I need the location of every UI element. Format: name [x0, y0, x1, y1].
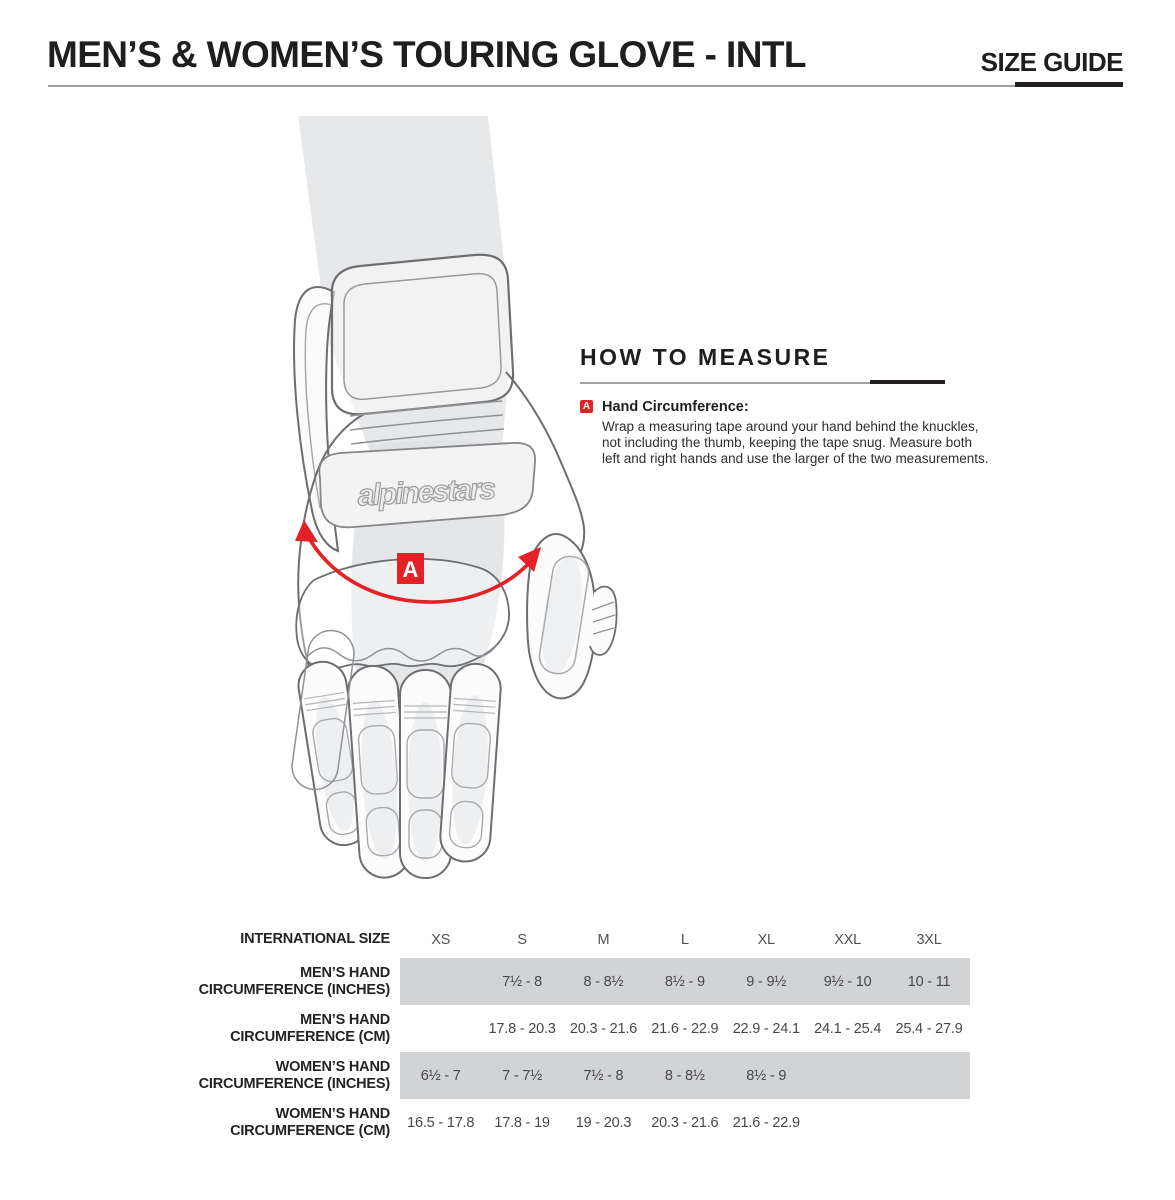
size-value: 25.4 - 27.9	[895, 1020, 963, 1037]
size-value	[400, 958, 481, 1005]
size-value: 21.6 - 22.9	[651, 1020, 719, 1037]
size-value: 20.3 - 21.6	[569, 1020, 638, 1037]
size-value: 17.8 - 20.3	[488, 1020, 556, 1037]
size-value: 6½ - 7	[400, 1052, 481, 1099]
table-row	[150, 1052, 970, 1099]
how-to-measure-heading: HOW TO MEASURE	[580, 344, 831, 370]
page-title: MEN’S & WOMEN’S TOURING GLOVE - INTL	[47, 34, 806, 75]
column-header-xl: XL	[757, 931, 775, 948]
header-rule-accent	[1015, 82, 1123, 87]
instruction-label: Hand Circumference:	[602, 399, 749, 415]
size-value	[400, 1005, 481, 1052]
instruction-line: Wrap a measuring tape around your hand behind the knuckles,	[602, 419, 979, 434]
size-value: 19 - 20.3	[575, 1114, 632, 1131]
size-value: 8½ - 9	[726, 1052, 807, 1099]
column-header-xxl: XXL	[834, 931, 862, 948]
glove-illustration	[250, 110, 650, 890]
size-value: 8 - 8½	[644, 1052, 725, 1099]
instruction-line: left and right hands and use the larger of the two measurements.	[602, 450, 989, 466]
section-rule	[580, 380, 945, 384]
row-label: MEN’S HAND CIRCUMFERENCE (INCHES)	[198, 965, 390, 998]
header-rule	[48, 85, 1123, 87]
size-value: 22.9 - 24.1	[732, 1020, 800, 1037]
size-value: 9½ - 10	[807, 958, 888, 1005]
column-header-m: M	[597, 931, 610, 948]
brand-logo-text: alpinestars	[356, 472, 495, 513]
marker-a	[397, 553, 424, 584]
size-value	[888, 1052, 969, 1099]
size-value: 17.8 - 19	[494, 1114, 550, 1131]
glove-diagram	[250, 110, 650, 890]
brand-panel	[319, 443, 535, 527]
table-row	[150, 1099, 970, 1146]
fingers	[295, 658, 502, 879]
size-value: 24.1 - 25.4	[814, 1020, 882, 1037]
size-value: 7½ - 8	[481, 958, 562, 1005]
size-table	[150, 921, 970, 1146]
row-label: WOMEN’S HAND CIRCUMFERENCE (INCHES)	[198, 1059, 390, 1092]
column-header-l: L	[680, 931, 689, 948]
instruction-line: not including the thumb, keeping the tape snug. Measure both	[602, 434, 973, 450]
size-value: 10 - 11	[888, 958, 969, 1005]
column-header-s: S	[517, 931, 527, 948]
table-corner-label: INTERNATIONAL SIZE	[240, 931, 390, 948]
table-row	[150, 1005, 970, 1052]
section-rule-accent	[870, 380, 945, 384]
size-value: 20.3 - 21.6	[651, 1114, 719, 1131]
column-header-3xl: 3XL	[916, 931, 942, 948]
gauntlet-cuff	[332, 255, 513, 415]
size-value: 21.6 - 22.9	[732, 1114, 800, 1131]
column-header-xs: XS	[431, 931, 451, 948]
size-value	[807, 1052, 888, 1099]
size-value: 9 - 9½	[726, 958, 807, 1005]
table-header-row	[150, 921, 970, 958]
size-guide-label: SIZE GUIDE	[980, 47, 1123, 77]
cuff-bellows	[590, 587, 617, 655]
marker-a-letter: A	[402, 557, 419, 582]
size-value: 8½ - 9	[644, 958, 725, 1005]
size-value	[807, 1099, 888, 1146]
measure-instruction	[580, 399, 989, 466]
size-value: 16.5 - 17.8	[407, 1114, 475, 1131]
row-label: MEN’S HAND CIRCUMFERENCE (CM)	[230, 1012, 390, 1045]
instruction-text	[602, 399, 988, 466]
size-value: 8 - 8½	[563, 958, 644, 1005]
table-row	[150, 958, 970, 1005]
row-label: WOMEN’S HAND CIRCUMFERENCE (CM)	[230, 1106, 390, 1139]
size-value	[888, 1099, 969, 1146]
marker-a-badge: A	[580, 400, 593, 413]
size-value: 7½ - 8	[563, 1052, 644, 1099]
size-value: 7 - 7½	[481, 1052, 562, 1099]
how-to-measure-section	[580, 344, 989, 466]
section-rule-thin	[580, 382, 873, 384]
